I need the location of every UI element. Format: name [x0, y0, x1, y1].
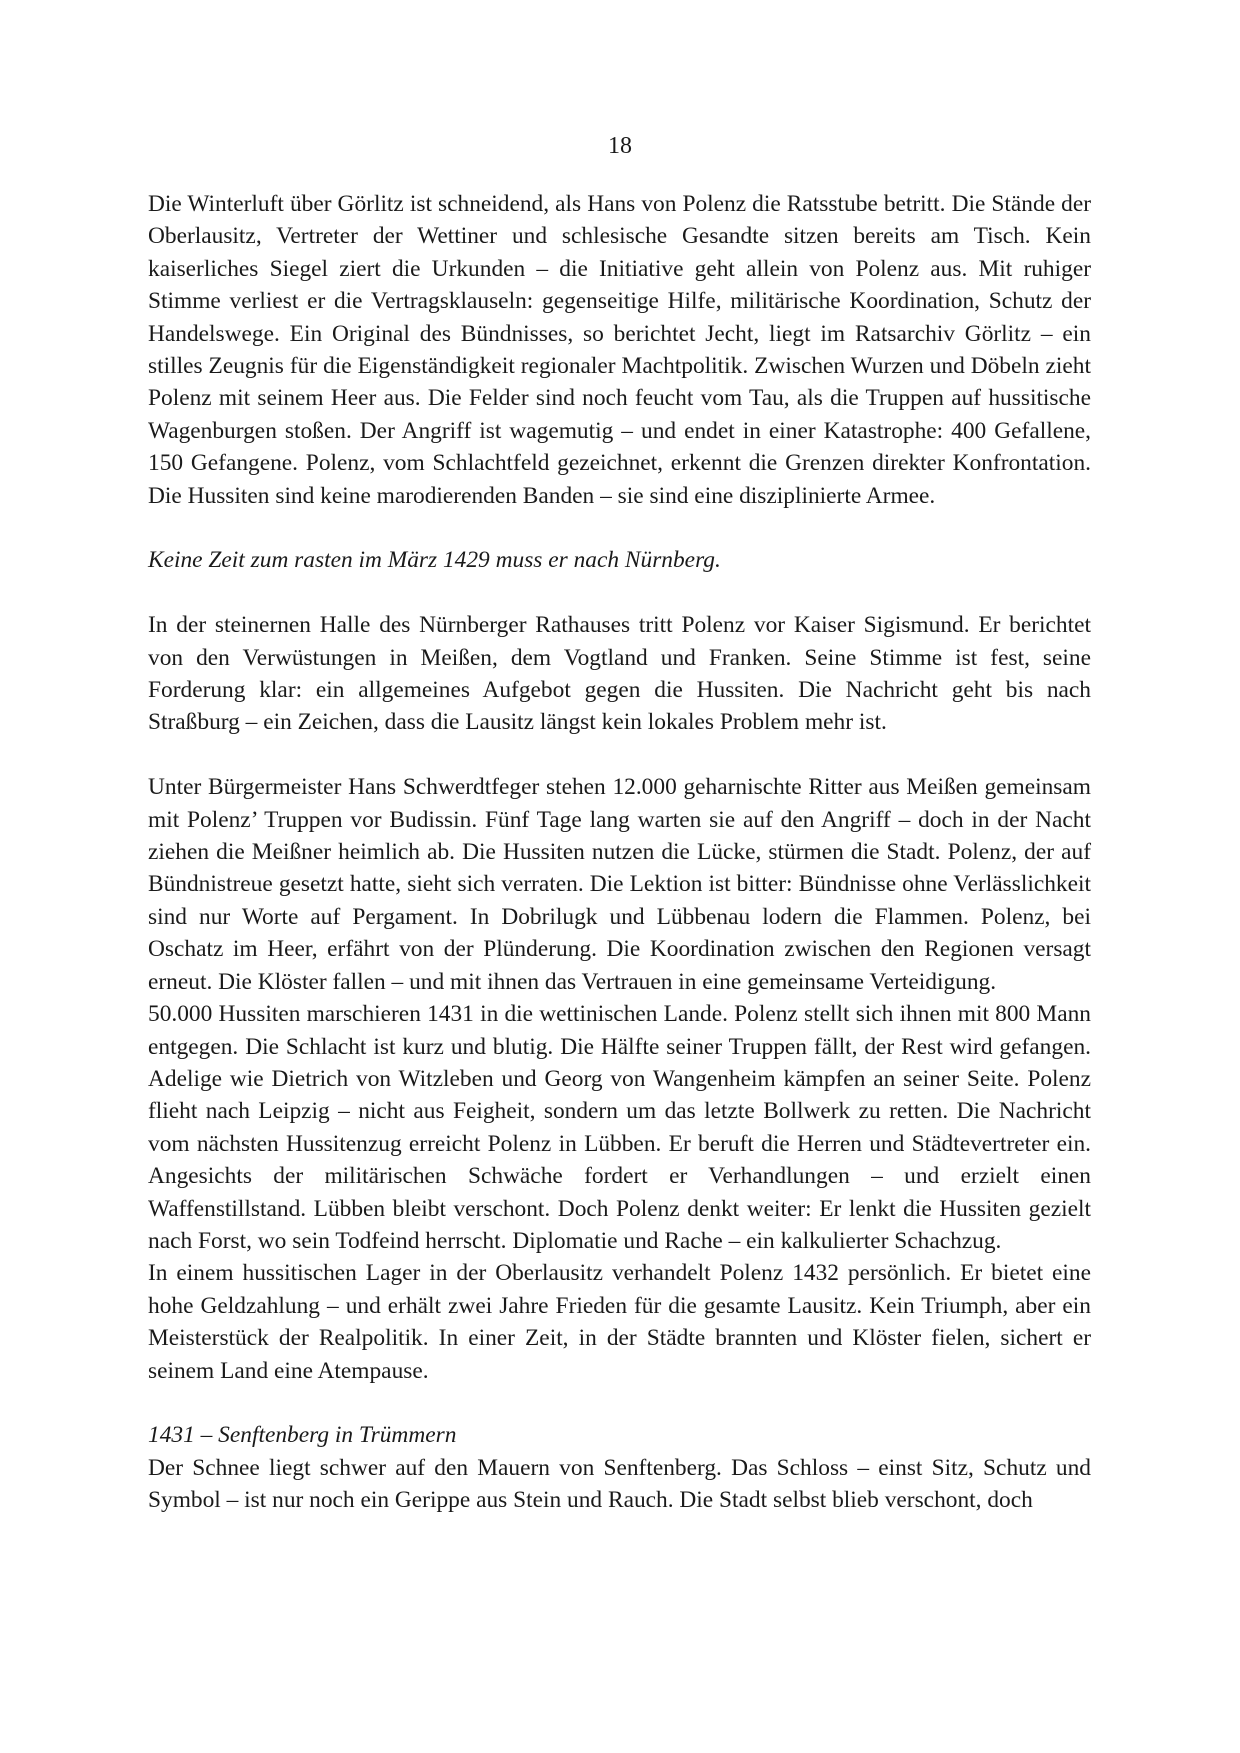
paragraph-goerlitz-alliance: Die Winterluft über Görlitz ist schneidend, als Hans von Polenz die Ratsstube betritt. Die Stände der Oberlausitz, Vertreter der Wettiner und schlesische Gesandte sitzen bereits am Tisch. Kein kaiserliches Siegel ziert die Urkunden – die Initiative geht allein von Polenz aus. Mit ruhiger Stimme verliest er die Vertragsklauseln: gegenseitige Hilfe, militärische Koordination, Schutz der Handelswege. Ein Original des Bündnisses, so berichtet Jecht, liegt im Ratsarchiv Görlitz – ein stilles Zeugnis für die Eigenständigkeit regionaler Machtpolitik. Zwischen Wurzen und Döbeln zieht Polenz mit seinem Heer aus. Die Felder sind noch feucht vom Tau, als die Truppen auf hussitische Wagenburgen stoßen. Der Angriff ist wagemutig – und endet in einer Katastrophe: 400 Gefallene, 150 Gefangene. Polenz, vom Schlachtfeld gezeichnet, erkennt die Grenzen direkter Konfrontation. Die Hussiten sind keine marodierenden Banden – sie sind eine disziplinierte Armee. — [148, 191, 1091, 509]
paragraph-senftenberg: Der Schnee liegt schwer auf den Mauern von Senftenberg. Das Schloss – einst Sitz, Schutz und Symbol – ist nur noch ein Gerippe aus Stein und Rauch. Die Stadt selbst blieb verschont, doch — [148, 1454, 1091, 1514]
page-number: 18 — [608, 133, 632, 159]
document-body — [148, 188, 1091, 1517]
section-heading-senftenberg: 1431 – Senftenberg in Trümmern — [148, 1422, 457, 1449]
paragraph-1431-campaign: 50.000 Hussiten marschieren 1431 in die wettinischen Lande. Polenz stellt sich ihnen mit 800 Mann entgegen. Die Schlacht ist kurz und blutig. Die Hälfte seiner Truppen fällt, der Rest wird gefangen. Adelige wie Dietrich von Witzleben und Georg von Wangenheim kämpfen an seiner Seite. Polenz flieht nach Leipzig – nicht aus Feigheit, sondern um das letzte Bollwerk zu retten. Die Nachricht vom nächsten Hussitenzug erreicht Polenz in Lübben. Er beruft die Herren und Städtevertreter ein. Angesichts der militärischen Schwäche fordert er Verhandlungen – und erzielt einen Waffenstillstand. Lübben bleibt verschont. Doch Polenz denkt weiter: Er lenkt die Hussiten gezielt nach Forst, wo sein Todfeind herrscht. Diplomatie und Rache – ein kalkulierter Schachzug. — [148, 1001, 1091, 1254]
section-heading-nuernberg: Keine Zeit zum rasten im März 1429 muss er nach Nürnberg. — [148, 547, 721, 574]
paragraph-nuernberg-rathaus: In der steinernen Halle des Nürnberger Rathauses tritt Polenz vor Kaiser Sigismund. Er berichtet von den Verwüstungen in Meißen, dem Vogtland und Franken. Seine Stimme ist fest, seine Forderung klar: ein allgemeines Aufgebot gegen die Hussiten. Die Nachricht geht bis nach Straßburg – ein Zeichen, dass die Lausitz längst kein lokales Problem mehr ist. — [148, 612, 1091, 736]
paragraph-1432-truce: In einem hussitischen Lager in der Oberlausitz verhandelt Polenz 1432 persönlich. Er bietet eine hohe Geldzahlung – und erhält zwei Jahre Frieden für die gesamte Lausitz. Kein Triumph, aber ein Meisterstück der Realpolitik. In einer Zeit, in der Städte brannten und Klöster fielen, sichert er seinem Land eine Atempause. — [148, 1260, 1091, 1384]
paragraph-budissin: Unter Bürgermeister Hans Schwerdtfeger stehen 12.000 geharnischte Ritter aus Meißen gemeinsam mit Polenz’ Truppen vor Budissin. Fünf Tage lang warten sie auf den Angriff – doch in der Nacht ziehen die Meißner heimlich ab. Die Hussiten nutzen die Lücke, stürmen die Stadt. Polenz, der auf Bündnistreue gesetzt hatte, sieht sich verraten. Die Lektion ist bitter: Bündnisse ohne Verlässlichkeit sind nur Worte auf Pergament. In Dobrilugk und Lübbenau lodern die Flammen. Polenz, bei Oschatz im Heer, erfährt von der Plünderung. Die Koordination zwischen den Regionen versagt erneut. Die Klöster fallen – und mit ihnen das Vertrauen in eine gemeinsame Verteidigung. — [148, 774, 1091, 995]
